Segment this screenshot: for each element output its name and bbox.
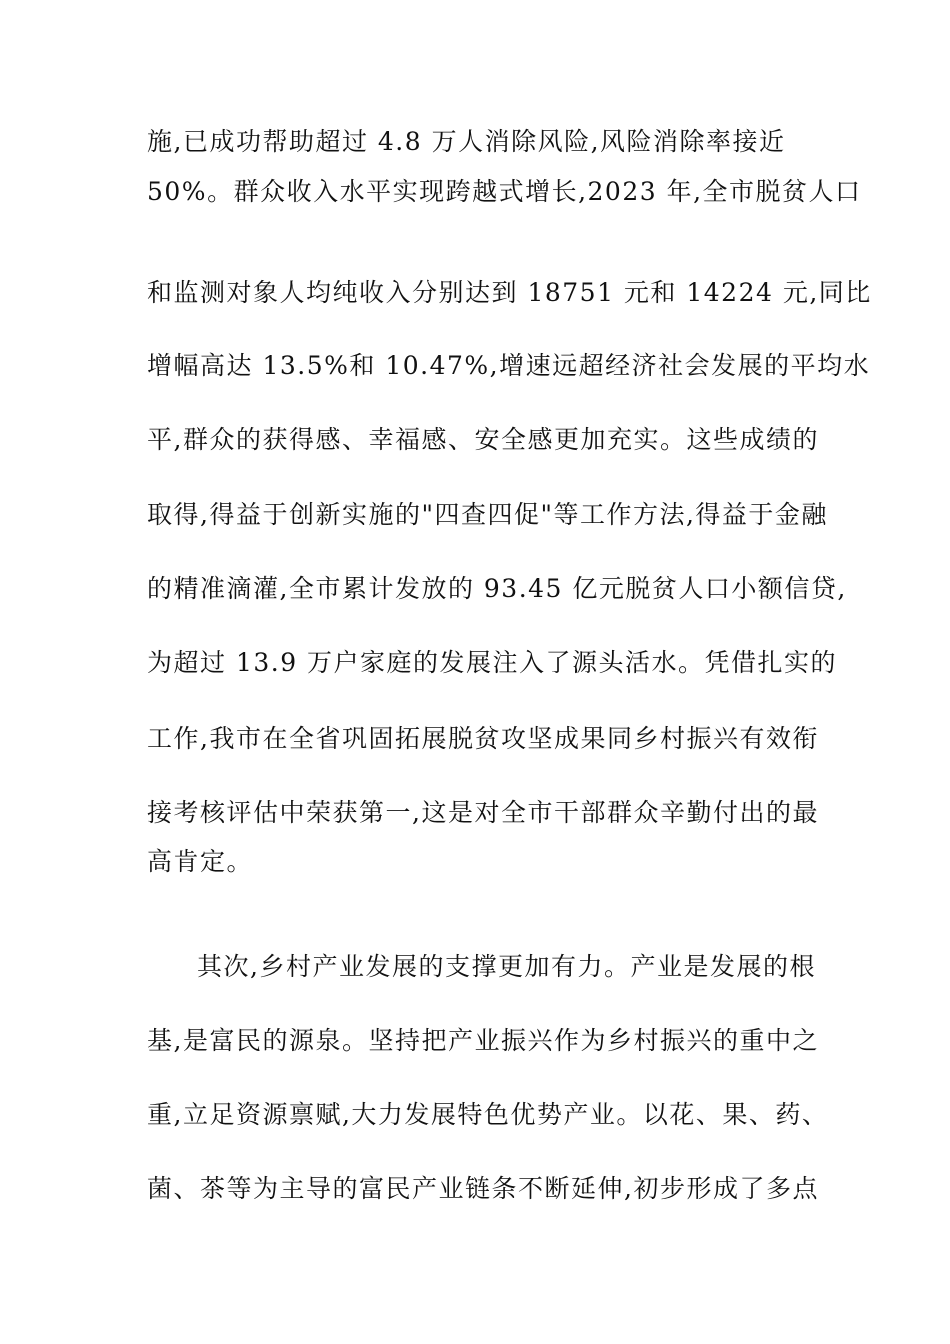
paragraph-1-line-4: 增幅高达 13.5%和 10.47%,增速远超经济社会发展的平均水 (147, 351, 871, 380)
paragraph-2-line-4: 菌、茶等为主导的富民产业链条不断延伸,初步形成了多点 (147, 1174, 819, 1203)
paragraph-1-line-2: 50%。群众收入水平实现跨越式增长,2023 年,全市脱贫人口 (147, 177, 862, 206)
paragraph-2-line-3: 重,立足资源禀赋,大力发展特色优势产业。以花、果、药、 (147, 1100, 829, 1129)
paragraph-2-line-2: 基,是富民的源泉。坚持把产业振兴作为乡村振兴的重中之 (147, 1026, 819, 1055)
paragraph-1-line-9: 工作,我市在全省巩固拓展脱贫攻坚成果同乡村振兴有效衔 (147, 724, 819, 753)
paragraph-1-line-1: 施,已成功帮助超过 4.8 万人消除风险,风险消除率接近 (147, 127, 786, 156)
paragraph-1-line-5: 平,群众的获得感、幸福感、安全感更加充实。这些成绩的 (147, 425, 819, 454)
paragraph-1-line-7: 的精准滴灌,全市累计发放的 93.45 亿元脱贫人口小额信贷, (147, 574, 847, 603)
paragraph-1-line-8: 为超过 13.9 万户家庭的发展注入了源头活水。凭借扎实的 (147, 648, 838, 677)
paragraph-1-line-11: 高肯定。 (147, 847, 254, 876)
paragraph-2-line-1: 其次,乡村产业发展的支撑更加有力。产业是发展的根 (197, 952, 816, 981)
paragraph-1-line-3: 和监测对象人均纯收入分别达到 18751 元和 14224 元,同比 (147, 278, 872, 307)
paragraph-1-line-10: 接考核评估中荣获第一,这是对全市干部群众辛勤付出的最 (147, 798, 819, 827)
paragraph-1-line-6: 取得,得益于创新实施的"四查四促"等工作方法,得益于金融 (147, 500, 828, 529)
